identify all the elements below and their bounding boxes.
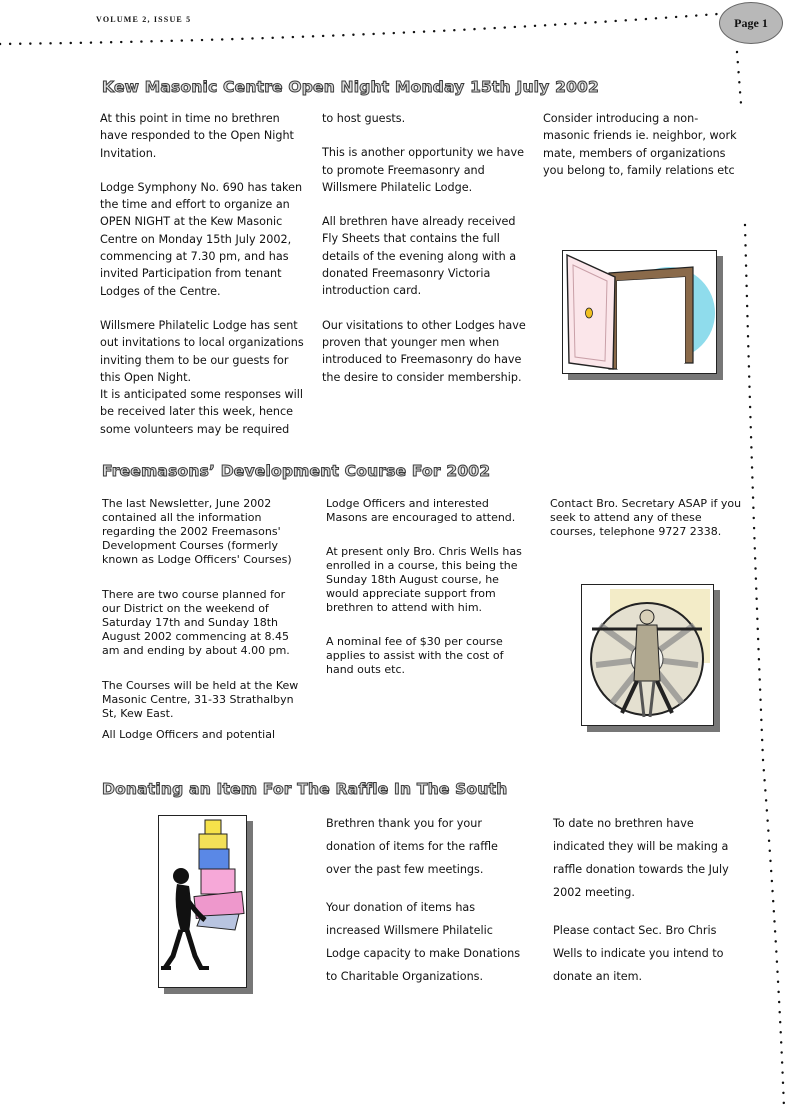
section-title-raffle: Donating an Item For The Raffle In The South	[102, 780, 508, 798]
section-title-open-night: Kew Masonic Centre Open Night Monday 15th July 2002	[102, 78, 600, 96]
paragraph: Our visitations to other Lodges have proven that younger men when introduced to Freemasonry do have the desire to consider membership.	[322, 318, 526, 384]
page-badge	[719, 2, 783, 44]
person-carrying-gifts-icon	[159, 816, 246, 987]
section-title-development-course: Freemasons’ Development Course For 2002	[102, 462, 491, 480]
gifts-clipart-frame	[158, 815, 247, 988]
course-column-1	[102, 497, 300, 742]
door-clipart-frame	[562, 250, 717, 374]
paragraph: The Courses will be held at the Kew Masonic Centre, 31-33 Strathalbyn St, Kew East.	[102, 679, 299, 720]
open-night-column-2	[322, 110, 527, 403]
paragraph: At present only Bro. Chris Wells has enrolled in a course, this being the Sunday 18th August course, he would appreciate support from brethren to attend with him.	[326, 545, 522, 614]
raffle-column-3	[553, 812, 749, 1003]
paragraph: Contact Bro. Secretary ASAP if you seek to attend any of these courses, telephone 9727 2338.	[550, 497, 742, 538]
paragraph: To date no brethren have indicated they will be making a raffle donation towards the July 2002 meeting.	[553, 817, 729, 899]
paragraph: Lodge Symphony No. 690 has taken the time and effort to organize an OPEN NIGHT at the Kew Masonic Centre on Monday 15th July 2002, commencing at 7.30 pm, and has invited Participation from tenant Lodges of the Centre.	[100, 180, 303, 298]
paragraph: All Lodge Officers and potential	[102, 728, 276, 741]
paragraph: At this point in time no brethren have responded to the Open Night Invitation.	[100, 112, 294, 160]
paragraph: All brethren have already received Fly Sheets that contains the full details of the evening along with a donated Freemasonry Victoria introduction card.	[322, 215, 517, 298]
volume-issue: VOLUME 2, ISSUE 5	[96, 15, 192, 24]
paragraph: This is another opportunity we have to promote Freemasonry and Willsmere Philatelic Lodge.	[322, 146, 524, 194]
open-night-column-1	[100, 110, 305, 438]
course-column-2	[326, 497, 524, 691]
paragraph: Lodge Officers and interested Masons are encouraged to attend.	[326, 497, 516, 524]
open-door-icon	[563, 251, 716, 373]
paragraph: Your donation of items has increased Willsmere Philatelic Lodge capacity to make Donations to Charitable Organizations.	[326, 901, 521, 983]
vitruvian-man-icon	[582, 585, 713, 725]
paragraph: Consider introducing a non-masonic friends ie. neighbor, work mate, members of organizations you belong to, family relations etc	[543, 112, 737, 177]
paragraph: There are two course planned for our District on the weekend of Saturday 17th and Sunday 18th August 2002 commencing at 8.45 am and ending by about 4.00 pm.	[102, 588, 290, 657]
paragraph: Willsmere Philatelic Lodge has sent out invitations to local organizations inviting them to be our guests for this Open Night.	[100, 318, 304, 384]
raffle-column-2	[326, 812, 526, 1003]
paragraph: Please contact Sec. Bro Chris Wells to indicate you intend to donate an item.	[553, 924, 724, 983]
vitruvian-clipart-frame	[581, 584, 714, 726]
course-column-3	[550, 497, 750, 553]
open-night-column-3	[543, 110, 743, 196]
paragraph: A nominal fee of $30 per course applies to assist with the cost of hand outs etc.	[326, 635, 504, 676]
paragraph: Brethren thank you for your donation of items for the raffle over the past few meetings.	[326, 817, 498, 876]
paragraph: The last Newsletter, June 2002 contained all the information regarding the 2002 Freemasons' Development Courses (formerly known as Lodge Officers' Courses)	[102, 497, 292, 566]
paragraph: to host guests.	[322, 112, 406, 125]
paragraph: It is anticipated some responses will be received later this week, hence some volunteers may be required	[100, 388, 304, 436]
page-number: Page 1	[734, 15, 768, 30]
